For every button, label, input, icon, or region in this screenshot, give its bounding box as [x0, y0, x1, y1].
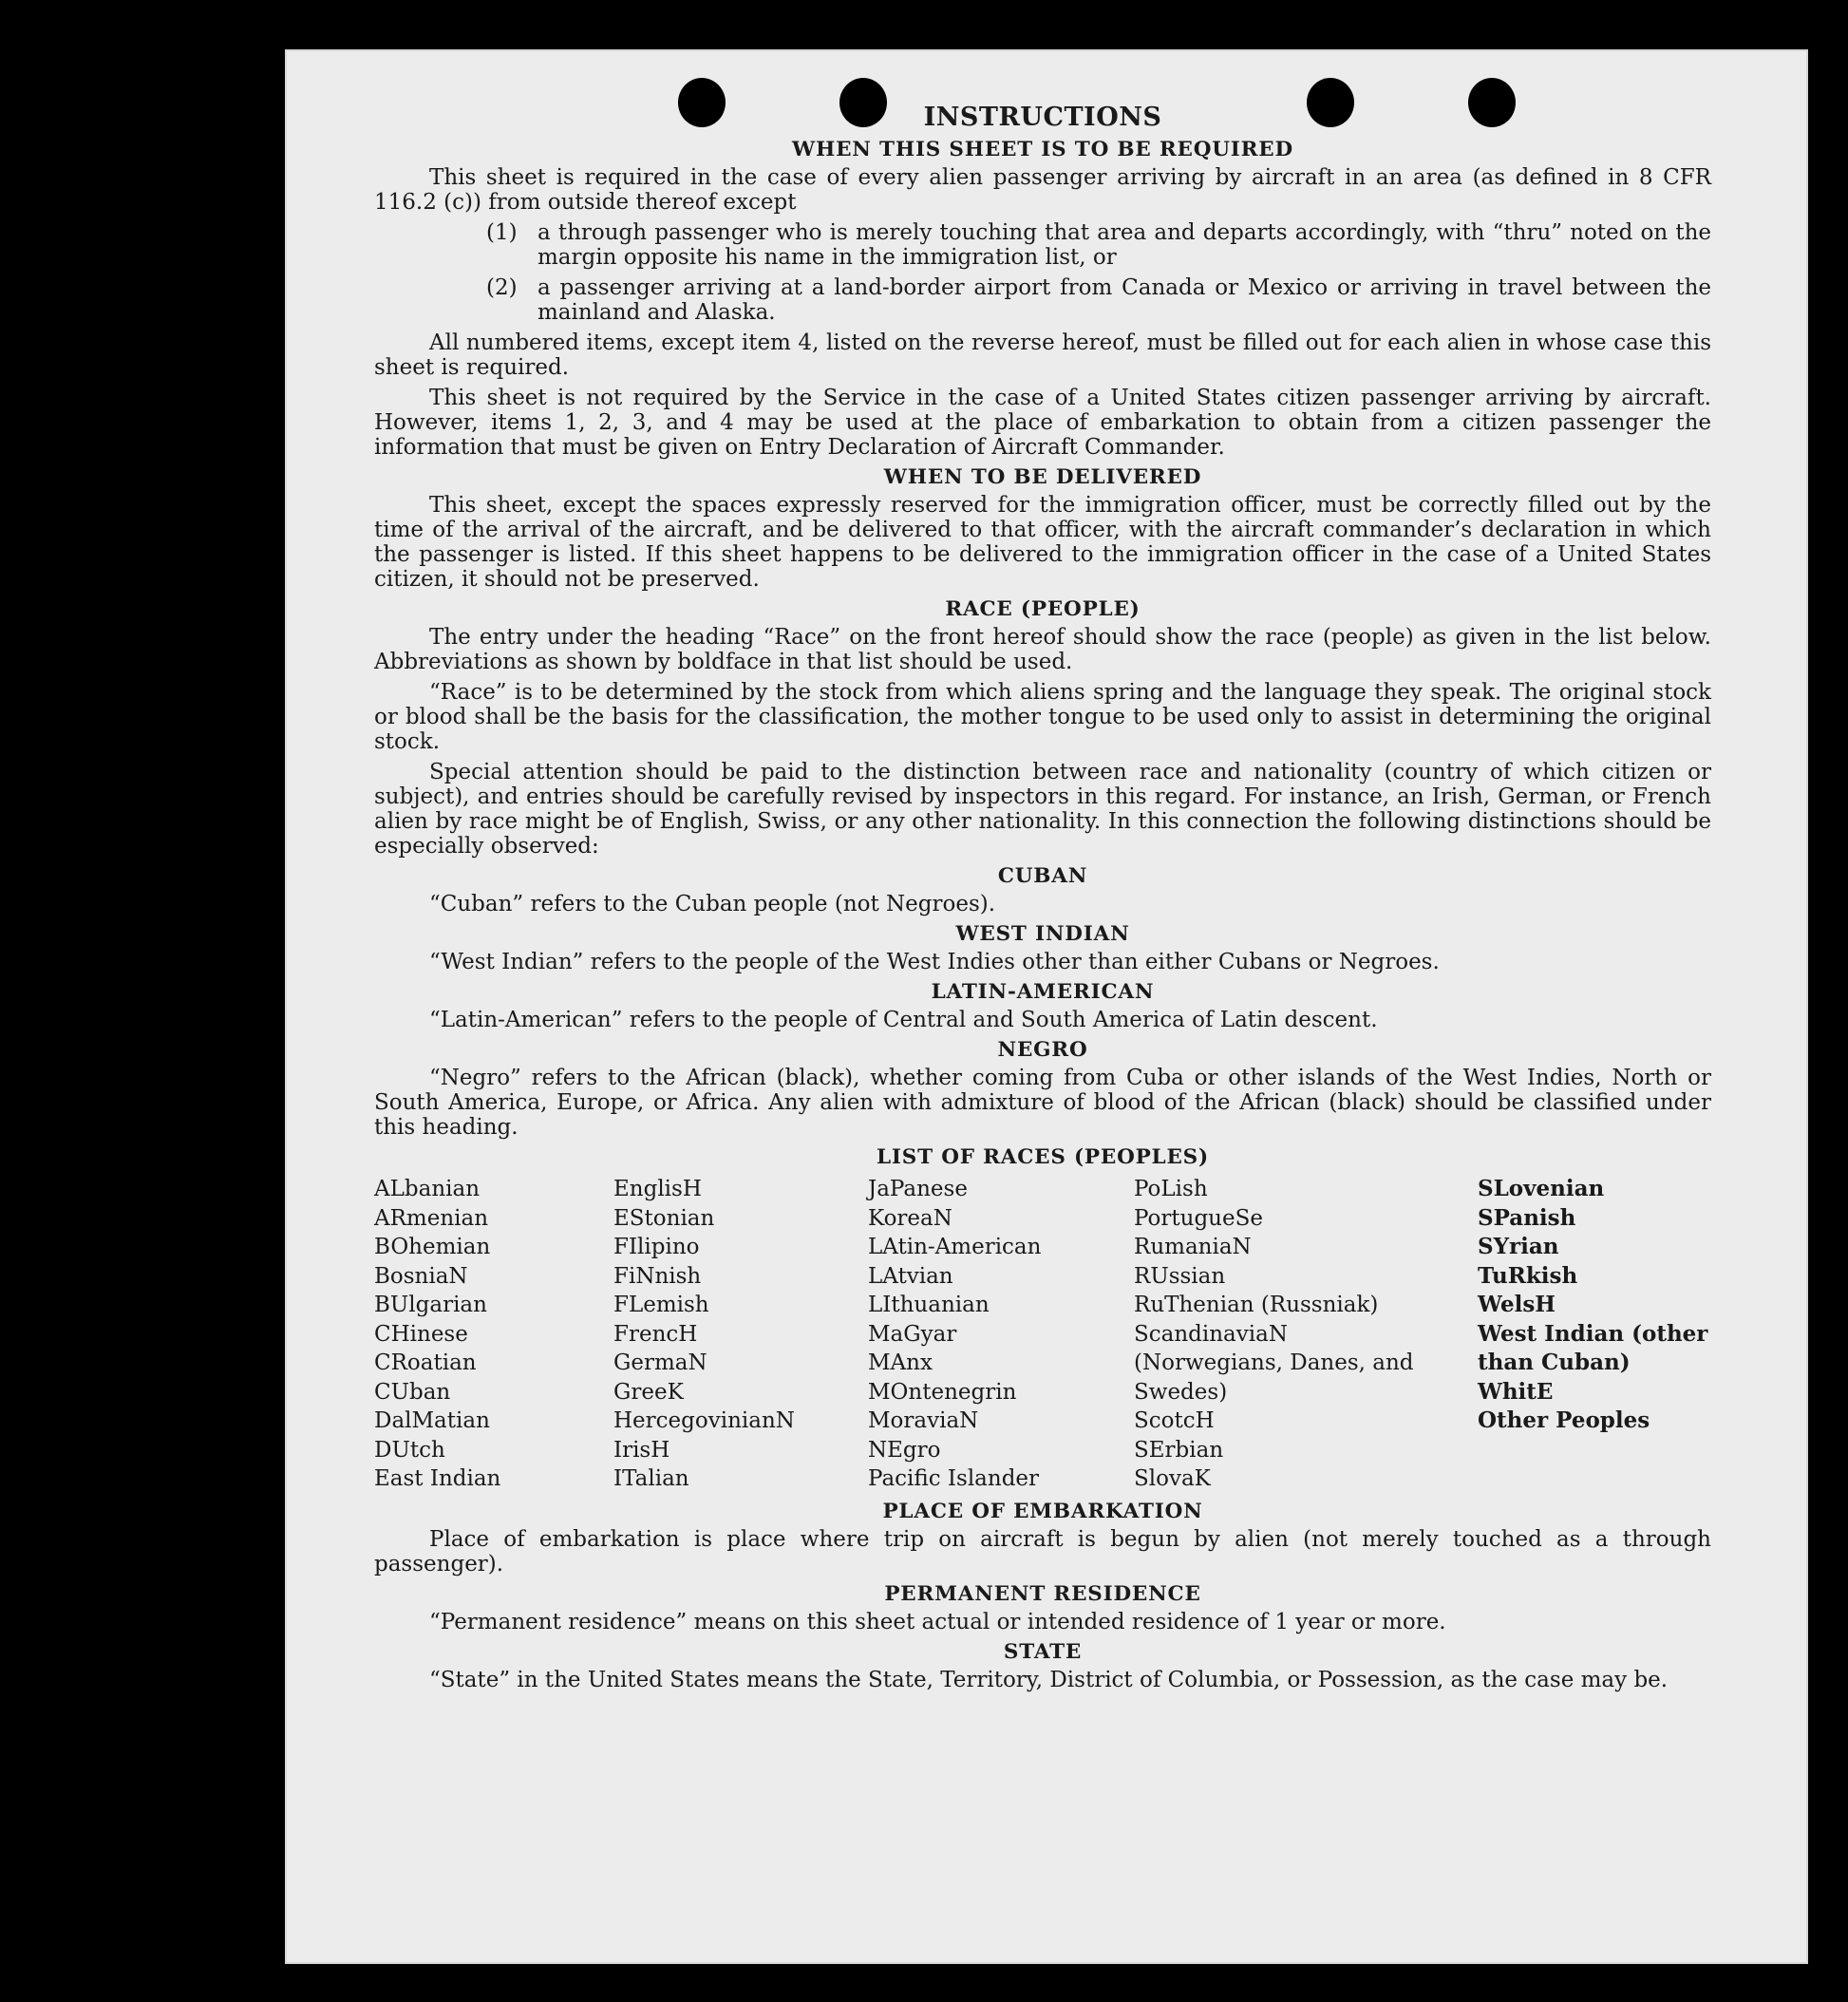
- race-item: MaGyar: [868, 1321, 957, 1347]
- paragraph: Place of embarkation is place where trip on aircraft is begun by alien (not merely touched as a through passenger).: [374, 1526, 1711, 1577]
- race-item: SlovaK: [1134, 1466, 1211, 1491]
- race-item: ITalian: [613, 1466, 689, 1491]
- paragraph: This sheet is not required by the Service in the case of a United States citizen passenger arriving by aircraft. However, items 1, 2, 3, and 4 may be used at the place of embarkation to obtain from a citizen passenger the information that must be given on Entry Declaration of Aircraft Commander.: [374, 386, 1711, 460]
- race-item: TuRkish: [1478, 1262, 1578, 1289]
- races-column: [374, 1175, 613, 1494]
- race-item: LAtvian: [868, 1263, 953, 1289]
- race-item: West Indian (other than Cuban): [1478, 1320, 1708, 1375]
- race-item: SLovenian: [1478, 1176, 1605, 1201]
- race-item: WhitE: [1478, 1378, 1554, 1405]
- race-item: RumaniaN: [1134, 1235, 1252, 1259]
- paragraph: “West Indian” refers to the people of the West Indies other than either Cubans or Negroes.: [429, 950, 1440, 974]
- item-number: (2): [486, 275, 518, 300]
- paragraph: “Permanent residence” means on this sheet actual or intended residence of 1 year or more.: [429, 1609, 1446, 1634]
- race-item: DalMatian: [374, 1408, 490, 1433]
- item-text: a through passenger who is merely touching that area and departs accordingly, with “thru” noted on the margin opposite his name in the immigration list, or: [537, 220, 1711, 270]
- document-page: [285, 49, 1808, 1964]
- section-title-embarkation: PLACE OF EMBARKATION: [882, 1499, 1203, 1523]
- race-item: ALbanian: [374, 1177, 481, 1201]
- race-item: EStonian: [613, 1205, 715, 1231]
- paragraph: The entry under the heading “Race” on the front hereof should show the race (people) as given in the list below. Abbreviations as shown by boldface in that list should be used.: [374, 625, 1711, 674]
- list-item: [374, 275, 1711, 325]
- page-title: INSTRUCTIONS: [923, 103, 1162, 132]
- item-text: a passenger arriving at a land-border airport from Canada or Mexico or arriving in travel between the mainland and Alaska.: [537, 275, 1711, 325]
- race-item: JaPanese: [868, 1177, 968, 1201]
- race-item: FLemish: [613, 1293, 709, 1317]
- races-column: [1478, 1175, 1711, 1494]
- section-title-latin-american: LATIN-AMERICAN: [931, 980, 1155, 1004]
- race-item: SYrian: [1478, 1234, 1559, 1259]
- race-item: BOhemian: [374, 1235, 491, 1259]
- paragraph: “Negro” refers to the African (black), whether coming from Cuba or other islands of the West Indies, North or South America, Europe, or Africa. Any alien with admixture of blood of the African (black) should be classified under this heading.: [374, 1066, 1711, 1140]
- race-item: FrencH: [613, 1321, 698, 1347]
- race-item: MoraviaN: [868, 1408, 979, 1433]
- paragraph: “State” in the United States means the State, Territory, District of Columbia, or Possession, as the case may be.: [429, 1667, 1669, 1692]
- race-item: CHinese: [374, 1321, 468, 1347]
- race-item: FiNnish: [613, 1263, 702, 1289]
- section-title-state: STATE: [1003, 1639, 1083, 1664]
- list-item: [374, 220, 1711, 270]
- paragraph: This sheet is required in the case of every alien passenger arriving by aircraft in an area (as defined in 8 CFR 116.2 (c)) from outside thereof except: [374, 165, 1711, 215]
- race-item: PoLish: [1134, 1177, 1208, 1201]
- race-item: RUssian: [1134, 1263, 1226, 1289]
- race-item: East Indian: [374, 1466, 501, 1491]
- section-title-cuban: CUBAN: [997, 864, 1088, 888]
- races-list: [374, 1175, 1711, 1494]
- race-item: DUtch: [374, 1437, 445, 1463]
- race-item: EnglisH: [613, 1177, 702, 1201]
- race-item: BUlgarian: [374, 1293, 487, 1317]
- section-title-race: RACE (PEOPLE): [945, 597, 1141, 621]
- race-item: KoreaN: [868, 1205, 952, 1231]
- race-item: ARmenian: [374, 1205, 489, 1231]
- race-item: PortugueSe: [1134, 1205, 1263, 1231]
- paragraph: “Latin-American” refers to the people of Central and South America of Latin descent.: [429, 1008, 1378, 1032]
- section-title-required: WHEN THIS SHEET IS TO BE REQUIRED: [792, 138, 1293, 161]
- race-item: MOntenegrin: [868, 1379, 1017, 1405]
- document-body: [374, 103, 1711, 1698]
- paragraph: “Race” is to be determined by the stock from which aliens spring and the language they speak. The original stock or blood shall be the basis for the classification, the mother tongue to be used only to assist in determining the original stock.: [374, 680, 1711, 754]
- races-column: [613, 1175, 868, 1494]
- races-column: [868, 1175, 1134, 1494]
- race-item: MAnx: [868, 1350, 933, 1375]
- race-item: GermaN: [613, 1350, 707, 1375]
- race-item: CRoatian: [374, 1350, 477, 1375]
- race-item: ScotcH: [1134, 1408, 1215, 1433]
- race-item: LIthuanian: [868, 1293, 990, 1317]
- race-item: Pacific Islander: [868, 1466, 1040, 1491]
- races-column: [1134, 1175, 1478, 1494]
- race-item: NEgro: [868, 1437, 941, 1463]
- race-item: LAtin-American: [868, 1235, 1042, 1259]
- paragraph: All numbered items, except item 4, listed on the reverse hereof, must be filled out for each alien in whose case this sheet is required.: [374, 331, 1711, 380]
- item-number: (1): [486, 220, 518, 245]
- section-title-delivered: WHEN TO BE DELIVERED: [883, 465, 1202, 489]
- race-item: ScandinaviaN (Norwegians, Danes, and Swedes): [1134, 1321, 1414, 1405]
- race-item: CUban: [374, 1379, 451, 1405]
- race-item: SPanish: [1478, 1204, 1576, 1231]
- section-title-residence: PERMANENT RESIDENCE: [884, 1581, 1201, 1606]
- section-title-negro: NEGRO: [997, 1038, 1088, 1062]
- race-item: Other Peoples: [1478, 1407, 1650, 1433]
- race-item: RuThenian (Russniak): [1134, 1293, 1379, 1317]
- paragraph: This sheet, except the spaces expressly reserved for the immigration officer, must be correctly filled out by the time of the arrival of the aircraft, and be delivered to that officer, with the aircraft commander’s declaration in which the passenger is listed. If this sheet happens to be delivered to the immigration officer in the case of a United States citizen, it should not be preserved.: [374, 493, 1711, 592]
- race-item: WelsH: [1478, 1292, 1556, 1317]
- section-title-west-indian: WEST INDIAN: [955, 922, 1130, 946]
- paragraph: “Cuban” refers to the Cuban people (not Negroes).: [429, 892, 996, 916]
- section-title-list-of-races: LIST OF RACES (PEOPLES): [877, 1145, 1209, 1169]
- race-item: SErbian: [1134, 1437, 1224, 1463]
- race-item: GreeK: [613, 1379, 684, 1405]
- race-item: HercegovinianN: [613, 1408, 795, 1433]
- paragraph: Special attention should be paid to the distinction between race and nationality (country of which citizen or subject), and entries should be carefully revised by inspectors in this regard. For instance, an Irish, German, or French alien by race might be of English, Swiss, or any other nationality. In this connection the following distinctions should be especially observed:: [374, 760, 1711, 859]
- race-item: FIlipino: [613, 1235, 700, 1259]
- race-item: IrisH: [613, 1437, 670, 1463]
- race-item: BosniaN: [374, 1263, 468, 1289]
